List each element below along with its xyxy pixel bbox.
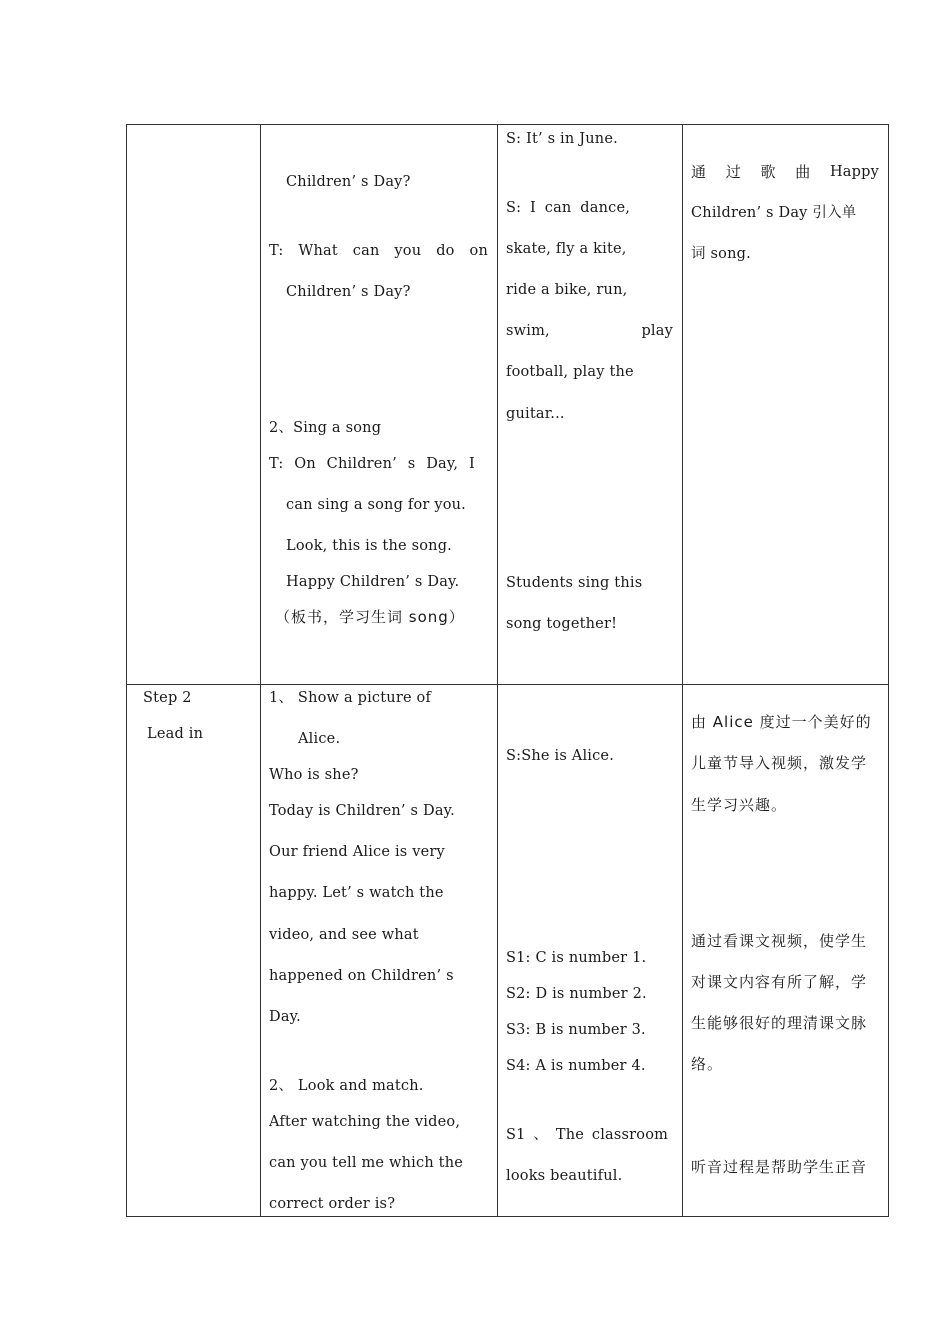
word: do: [436, 243, 455, 259]
word: 曲: [795, 163, 812, 181]
text-line: Children’ s Day?: [286, 284, 411, 300]
text-line: Children’ s Day?: [286, 174, 411, 190]
step-subtitle: Lead in: [147, 726, 204, 742]
text-line: ride a bike, run,: [506, 282, 628, 298]
word: play: [641, 323, 673, 339]
text-line: happened on Children’ s: [269, 968, 454, 984]
lesson-plan-table: [126, 124, 889, 1217]
text-line: 1、 Show a picture of: [269, 690, 432, 706]
teacher-activity-cell: [261, 125, 498, 685]
step-cell: [127, 125, 261, 685]
text-line: 生能够很好的理清课文脉: [691, 1014, 868, 1032]
text-line: Alice.: [298, 731, 341, 747]
text-line: 生学习兴趣。: [691, 796, 788, 814]
text-line: happy. Let’ s watch the: [269, 885, 444, 901]
text-line: S: I can dance,: [506, 200, 631, 216]
text-line: looks beautiful.: [506, 1168, 623, 1184]
text-line: 2、Sing a song: [269, 420, 382, 436]
text-line: football, play the: [506, 364, 634, 380]
text-line: Who is she?: [269, 767, 359, 783]
word: 通: [691, 163, 708, 181]
text-line: [506, 321, 673, 341]
text-line: video, and see what: [269, 927, 419, 943]
word: can: [352, 243, 380, 259]
student-activity-cell: [498, 685, 683, 1217]
word: swim,: [506, 323, 550, 339]
text-line: 对课文内容有所了解，学: [691, 973, 868, 991]
text-line: 通过看课文视频，使学生: [691, 932, 868, 950]
text-line: 词 song.: [691, 246, 751, 262]
text-line: Look, this is the song.: [286, 538, 452, 554]
text-line: Students sing this: [506, 575, 643, 591]
text-line: correct order is?: [269, 1196, 396, 1212]
word: 歌: [760, 163, 777, 181]
text-line: song together!: [506, 616, 618, 632]
text-line: Day.: [269, 1009, 301, 1025]
text-line: Children’ s Day 引入单: [691, 205, 857, 221]
text-line: [691, 162, 879, 182]
text-line: 听音过程是帮助学生正音: [691, 1158, 868, 1176]
text-line: S4: A is number 4.: [506, 1058, 646, 1074]
text-line: After watching the video,: [269, 1114, 461, 1130]
text-line: [269, 241, 488, 261]
text-line: skate, fly a kite,: [506, 241, 627, 257]
text-line: Happy Children’ s Day.: [286, 574, 460, 590]
text-line: 络。: [691, 1055, 724, 1073]
step-title: Step 2: [143, 690, 192, 706]
word: Happy: [829, 164, 879, 180]
text-line: can you tell me which the: [269, 1155, 464, 1171]
step-cell: [127, 685, 261, 1217]
teacher-activity-cell: [261, 685, 498, 1217]
table-row: [127, 685, 889, 1217]
text-line: S1 、 The classroom: [506, 1127, 669, 1143]
text-line: 儿童节导入视频，激发学: [691, 754, 868, 772]
text-line: T: On Children’ s Day, I: [269, 456, 475, 472]
word: What: [298, 243, 338, 259]
word: you: [394, 243, 422, 259]
purpose-cell: [683, 125, 889, 685]
word: 过: [725, 163, 742, 181]
table-row: [127, 125, 889, 685]
text-line: S3: B is number 3.: [506, 1022, 646, 1038]
student-activity-cell: [498, 125, 683, 685]
word: on: [469, 243, 488, 259]
text-line: S:She is Alice.: [506, 748, 615, 764]
text-line: 2、 Look and match.: [269, 1078, 424, 1094]
text-line: S1: C is number 1.: [506, 950, 647, 966]
text-line: can sing a song for you.: [286, 497, 466, 513]
text-line: guitar...: [506, 406, 565, 422]
text-line: Today is Children’ s Day.: [269, 803, 455, 819]
text-line: 由 Alice 度过一个美好的: [691, 713, 872, 731]
purpose-cell: [683, 685, 889, 1217]
text-line: Our friend Alice is very: [269, 844, 445, 860]
word: T:: [269, 243, 284, 259]
text-line: （板书，学习生词 song）: [275, 608, 465, 626]
text-line: S2: D is number 2.: [506, 986, 647, 1002]
text-line: S: It’ s in June.: [506, 131, 618, 147]
